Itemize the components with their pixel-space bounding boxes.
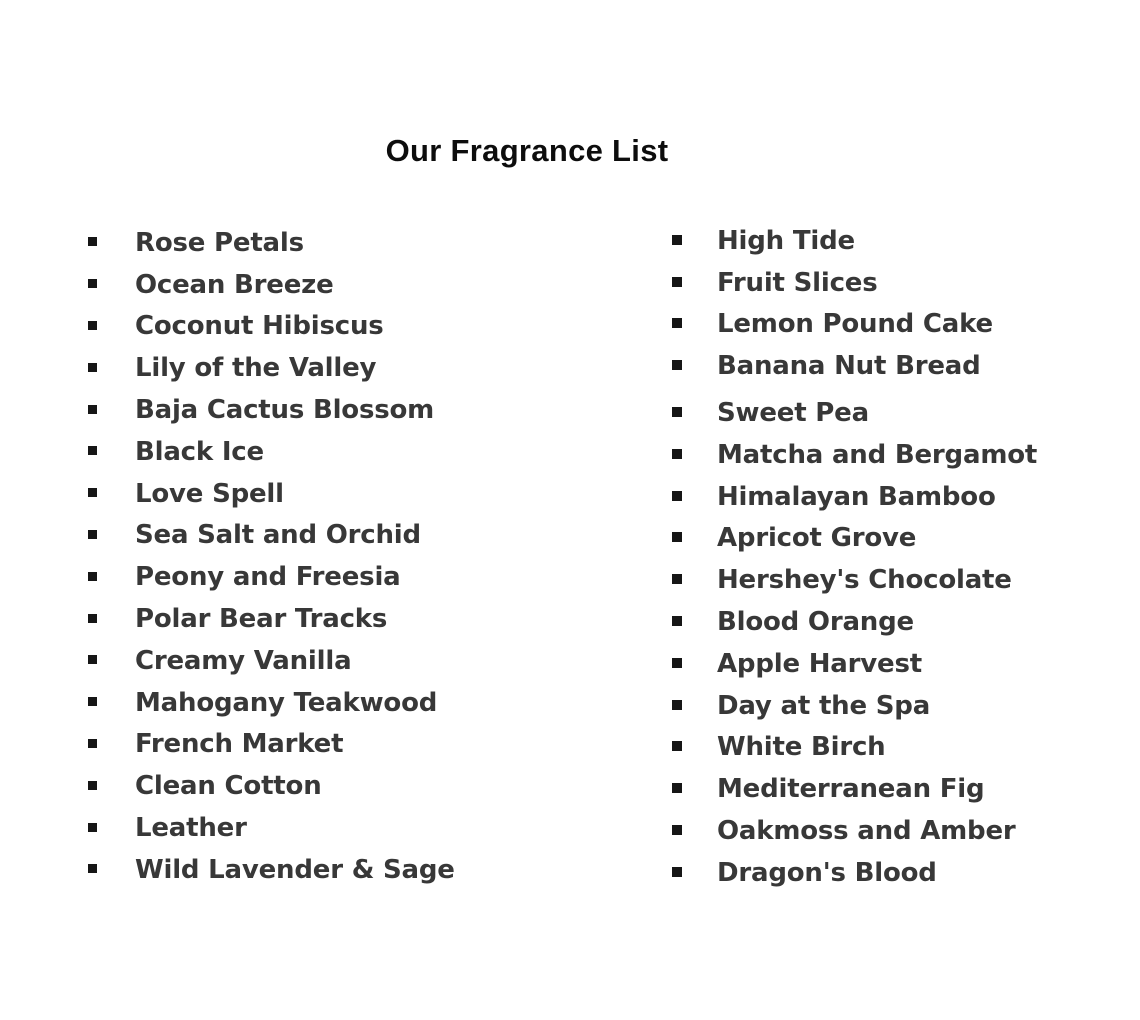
square-bullet-icon: [88, 279, 97, 288]
list-item: [672, 476, 1037, 518]
fragrance-name: Clean Cotton: [135, 771, 322, 802]
square-bullet-icon: [672, 318, 682, 328]
list-item: [672, 345, 1037, 387]
square-bullet-icon: [672, 574, 682, 584]
fragrance-name: Black Ice: [135, 436, 264, 467]
list-item: [88, 598, 455, 640]
fragrance-name: Fruit Slices: [717, 267, 878, 298]
fragrance-name: Creamy Vanilla: [135, 645, 352, 676]
fragrance-column-left: [88, 222, 455, 891]
fragrance-column-right: [672, 220, 1037, 894]
fragrance-name: Blood Orange: [717, 607, 914, 638]
square-bullet-icon: [88, 697, 97, 706]
fragrance-name: Lemon Pound Cake: [717, 309, 993, 340]
square-bullet-icon: [672, 783, 682, 793]
page-title: Our Fragrance List: [385, 132, 669, 168]
list-item: [88, 389, 455, 431]
list-item: [88, 807, 455, 849]
square-bullet-icon: [88, 572, 97, 581]
list-item: [88, 849, 455, 891]
list-item: [88, 347, 455, 389]
square-bullet-icon: [672, 491, 682, 501]
square-bullet-icon: [88, 823, 97, 832]
list-item: [88, 473, 455, 515]
fragrance-name: Wild Lavender & Sage: [135, 854, 455, 885]
square-bullet-icon: [672, 616, 682, 626]
square-bullet-icon: [88, 488, 97, 497]
list-item: [88, 306, 455, 348]
fragrance-name: Peony and Freesia: [135, 562, 401, 593]
list-item: [672, 810, 1037, 852]
fragrance-name: Apricot Grove: [717, 523, 917, 554]
fragrance-name: Leather: [135, 813, 247, 844]
square-bullet-icon: [672, 741, 682, 751]
square-bullet-icon: [88, 530, 97, 539]
square-bullet-icon: [672, 867, 682, 877]
square-bullet-icon: [672, 532, 682, 542]
list-item: [88, 515, 455, 557]
square-bullet-icon: [672, 407, 682, 417]
fragrance-name: Love Spell: [135, 478, 284, 509]
fragrance-name: Ocean Breeze: [135, 269, 334, 300]
fragrance-name: Sea Salt and Orchid: [135, 520, 421, 551]
list-item: [672, 685, 1037, 727]
fragrance-name: Apple Harvest: [717, 648, 922, 679]
list-item: [88, 556, 455, 598]
fragrance-name: Banana Nut Bread: [717, 351, 981, 382]
list-item: [88, 765, 455, 807]
square-bullet-icon: [672, 825, 682, 835]
square-bullet-icon: [672, 235, 682, 245]
fragrance-name: Oakmoss and Amber: [717, 816, 1016, 847]
list-item: [88, 264, 455, 306]
square-bullet-icon: [88, 614, 97, 623]
list-item: [88, 724, 455, 766]
square-bullet-icon: [88, 864, 97, 873]
fragrance-name: Day at the Spa: [717, 690, 931, 721]
square-bullet-icon: [88, 321, 97, 330]
square-bullet-icon: [88, 781, 97, 790]
square-bullet-icon: [88, 237, 97, 246]
list-item: [88, 682, 455, 724]
square-bullet-icon: [88, 363, 97, 372]
fragrance-name: Sweet Pea: [717, 398, 869, 429]
fragrance-name: Baja Cactus Blossom: [135, 395, 435, 426]
list-item: [672, 220, 1037, 262]
list-item: [672, 559, 1037, 601]
fragrance-name: Hershey's Chocolate: [717, 565, 1012, 596]
fragrance-name: Lily of the Valley: [135, 353, 377, 384]
list-item: [672, 304, 1037, 346]
fragrance-name: Mahogany Teakwood: [135, 687, 438, 718]
list-item: [672, 601, 1037, 643]
fragrance-name: White Birch: [717, 732, 886, 763]
list-item: [672, 727, 1037, 769]
list-item: [672, 643, 1037, 685]
list-item: [88, 640, 455, 682]
square-bullet-icon: [672, 658, 682, 668]
square-bullet-icon: [88, 655, 97, 664]
list-item: [672, 518, 1037, 560]
fragrance-name: Coconut Hibiscus: [135, 311, 384, 342]
fragrance-name: Dragon's Blood: [717, 857, 937, 888]
square-bullet-icon: [672, 449, 682, 459]
list-item: [672, 262, 1037, 304]
list-item: [672, 768, 1037, 810]
square-bullet-icon: [672, 700, 682, 710]
list-item: [88, 222, 455, 264]
list-item: [672, 852, 1037, 894]
fragrance-name: French Market: [135, 729, 344, 760]
fragrance-name: Polar Bear Tracks: [135, 604, 388, 635]
fragrance-name: High Tide: [717, 225, 855, 256]
fragrance-name: Matcha and Bergamot: [717, 439, 1038, 470]
list-item: [672, 392, 1037, 434]
square-bullet-icon: [672, 360, 682, 370]
fragrance-name: Himalayan Bamboo: [717, 481, 996, 512]
square-bullet-icon: [672, 277, 682, 287]
square-bullet-icon: [88, 446, 97, 455]
square-bullet-icon: [88, 739, 97, 748]
fragrance-name: Rose Petals: [135, 227, 304, 258]
list-item: [88, 431, 455, 473]
list-item: [672, 434, 1037, 476]
square-bullet-icon: [88, 405, 97, 414]
fragrance-name: Mediterranean Fig: [717, 774, 985, 805]
